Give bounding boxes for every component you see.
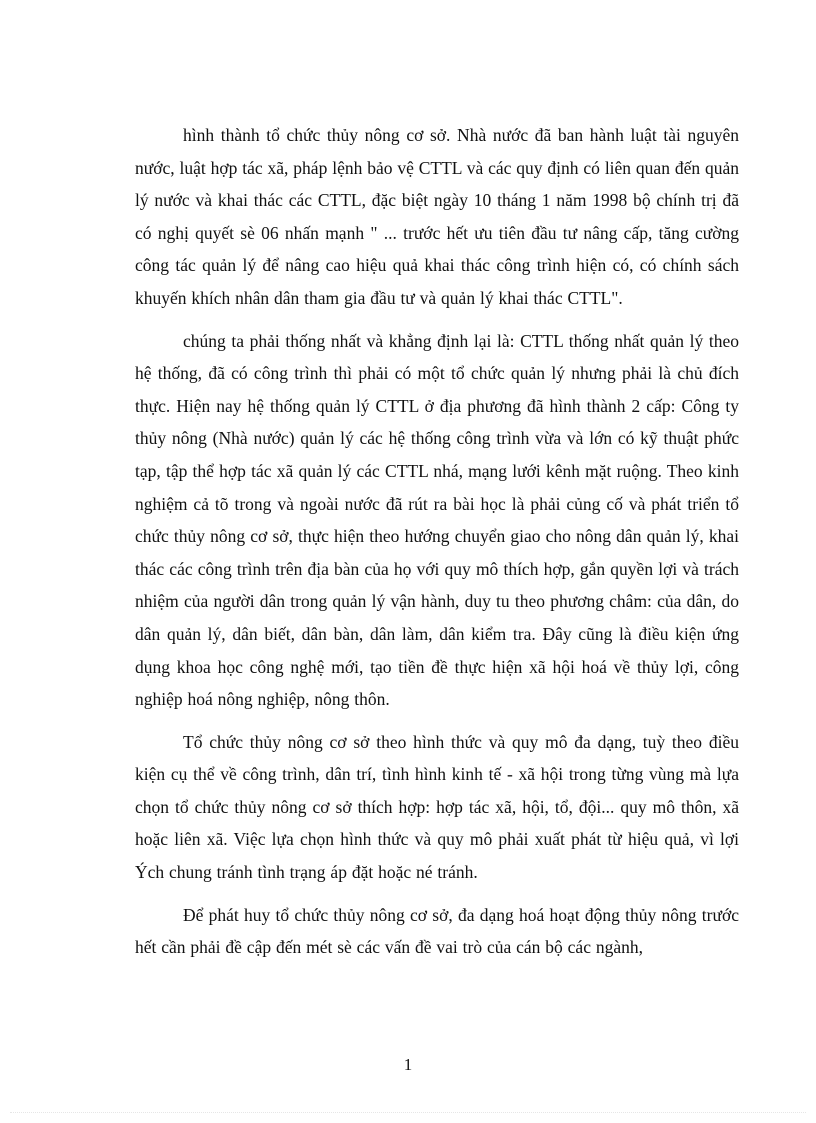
body-text (135, 119, 739, 974)
paragraph-2: chúng ta phải thống nhất và khẳng định lại là: CTTL thống nhất quản lý theo hệ thống, đã có công trình thì phải có một tổ chức quản lý nhưng phải là chủ đích thực. Hiện nay hệ thống quản lý CTTL ở địa phương đã hình thành 2 cấp: Công ty thủy nông (Nhà nước) quản lý các hệ thống công trình vừa và lớn có kỹ thuật phức tạp, tập thể hợp tác xã quản lý các CTTL nhá, mạng lưới kênh mặt ruộng. Theo kinh nghiệm cả tõ trong và ngoài nước đã rút ra bài học là phải củng cố và phát triển tổ chức thủy nông cơ sở, thực hiện theo hướng chuyển giao cho nông dân quản lý, khai thác các công trình trên địa bàn của họ với quy mô thích hợp, gắn quyền lợi và trách nhiệm của người dân trong quản lý vận hành, duy tu theo phương châm: của dân, do dân quản lý, dân biết, dân bàn, dân làm, dân kiểm tra. Đây cũng là điều kiện ứng dụng khoa học công nghệ mới, tạo tiền đề thực hiện xã hội hoá về thủy lợi, công nghiệp hoá nông nghiệp, nông thôn. (135, 330, 739, 710)
page-bottom-divider (10, 1112, 806, 1113)
page-number: 1 (403, 1055, 413, 1074)
paragraph-4: Để phát huy tổ chức thủy nông cơ sở, đa dạng hoá hoạt động thủy nông trước hết cần phải đề cập đến mét sè các vấn đề vai trò của cán bộ các ngành, (135, 904, 739, 958)
paragraph-3: Tổ chức thủy nông cơ sở theo hình thức và quy mô đa dạng, tuỳ theo điều kiện cụ thể về công trình, dân trí, tình hình kinh tế - xã hội trong từng vùng mà lựa chọn tổ chức thủy nông cơ sở thích hợp: hợp tác xã, hội, tổ, đội... quy mô thôn, xã hoặc liên xã. Việc lựa chọn hình thức và quy mô phải xuất phát từ hiệu quả, vì lợi Ých chung tránh tình trạng áp đặt hoặc né tránh. (135, 731, 739, 883)
paragraph-1: hình thành tổ chức thủy nông cơ sở. Nhà nước đã ban hành luật tài nguyên nước, luật hợp tác xã, pháp lệnh bảo vệ CTTL và các quy định có liên quan đến quản lý nước và khai thác các CTTL, đặc biệt ngày 10 tháng 1 năm 1998 bộ chính trị đã có nghị quyết sè 06 nhấn mạnh " ... trước hết ưu tiên đầu tư nâng cấp, tăng cường công tác quản lý để nâng cao hiệu quả khai thác công trình hiện có, có chính sách khuyến khích nhân dân tham gia đầu tư và quản lý khai thác CTTL". (135, 125, 739, 308)
